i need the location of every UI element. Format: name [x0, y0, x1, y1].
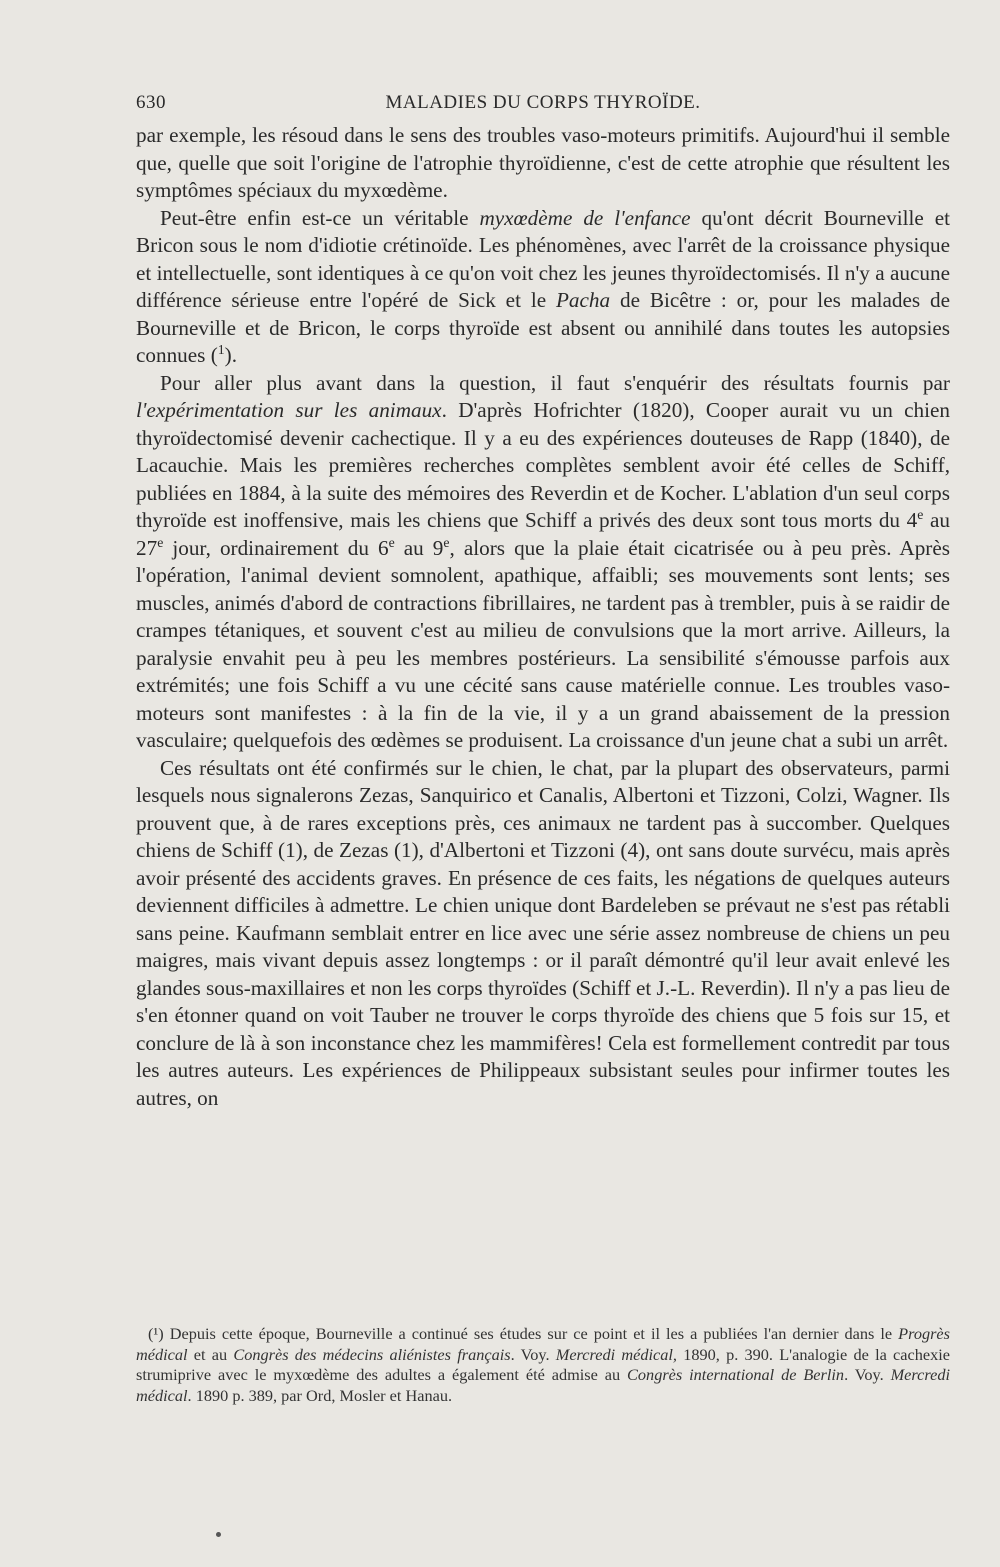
- text-run: . D'après Hofrichter (1820), Cooper aurait vu un chien thyroïdectomisé devenir cachectique. Il y a eu des expériences douteuses de Rapp (1840), de Lacauchie. Mais les premières recherches complètes semblent avoir été celles de Schiff, publiées en 1884, à la suite des mémoires des Reverdin et de Kocher. L'ablation d'un seul corps thyroïde est inoffensive, mais les chiens que Schiff a privés des deux sont tous morts du 4: [136, 398, 951, 532]
- italic-term: Mercredi médical: [136, 1365, 950, 1405]
- page-header: [136, 92, 950, 118]
- italic-term: Congrès international de Berlin: [627, 1365, 845, 1385]
- ordinal-suffix: e: [917, 506, 924, 522]
- footnote-marker: (¹): [148, 1324, 164, 1343]
- italic-term: Congrès des médecins aliénistes français: [233, 1344, 511, 1364]
- ordinal-suffix: e: [443, 534, 450, 550]
- running-head: MALADIES DU CORPS THYROÏDE.: [385, 92, 701, 113]
- text-run: au 27: [136, 508, 950, 560]
- ordinal-suffix: e: [157, 534, 164, 550]
- ink-speck: [216, 1532, 221, 1537]
- italic-term: Pacha: [555, 288, 611, 312]
- body-text: [136, 122, 950, 1112]
- italic-term: l'expérimentation sur les animaux: [136, 398, 442, 422]
- text-run: ).: [224, 343, 238, 367]
- text-run: au 9: [394, 535, 444, 560]
- text-run: . 1890 p. 389, par Ord, Mosler et Hanau.: [187, 1385, 453, 1405]
- paragraph-2: [136, 205, 950, 370]
- footnotes: [136, 1324, 950, 1406]
- text-run: . Voy.: [510, 1344, 556, 1364]
- ordinal-suffix: e: [388, 534, 395, 550]
- paragraph-1: par exemple, les résoud dans le sens des troubles vaso-moteurs primitifs. Aujourd'hui il semble que, quelle que soit l'origine de l'atrophie thyroïdienne, c'est de cette atrophie que résultent les symptômes spéciaux du myxœdème.: [136, 123, 950, 202]
- page-number: 630: [136, 92, 166, 113]
- text-run: Pour aller plus avant dans la question, il faut s'enquérir des résultats fournis par: [160, 370, 950, 395]
- text-run: 1890, p. 390. L'analogie de la cachexie strumiprive avec le myxœdème des adultes a également été admise au: [136, 1344, 950, 1385]
- text-run: jour, ordinairement du 6: [163, 535, 389, 560]
- text-run: Depuis cette époque, Bourneville a continué ses études sur ce point et il les a publiées l'an dernier dans le: [163, 1324, 899, 1343]
- footnote-ref: 1: [217, 341, 225, 357]
- text-run: de Bicêtre : or, pour les malades de Bourneville et de Bricon, le corps thyroïde est absent ou annihilé dans toutes les autopsies connues (: [136, 288, 950, 367]
- text-run: qu'ont décrit Bourneville et Bricon sous le nom d'idiotie crétinoïde. Les phénomènes, avec l'arrêt de la croissance physique et intellectuelle, sont identiques à ce qu'on voit chez les jeunes thyroïdectomisés. Il n'y a aucune différence sérieuse entre l'opéré de Sick et le: [136, 205, 950, 312]
- text-run: . Voy.: [844, 1365, 891, 1385]
- footnote-1: [136, 1324, 950, 1406]
- italic-term: myxœdème de l'enfance: [479, 205, 691, 230]
- text-run: et au: [187, 1344, 234, 1364]
- italic-term: Mercredi médical,: [555, 1344, 677, 1364]
- italic-term: Progrès médical: [136, 1324, 950, 1364]
- paragraph-3: [136, 370, 950, 755]
- text-run: , alors que la plaie était cicatrisée ou à peu près. Après l'opération, l'animal devient somnolent, apathique, affaibli; ses mouvements sont lents; ses muscles, animés d'abord de contractions fibrillaires, ne tardent pas à trembler, puis à se raidir de crampes tétaniques, et souvent c'est au milieu de convulsions que la mort arrive. Ailleurs, la paralysie envahit peu à peu les membres postérieurs. La sensibilité s'émousse parfois aux extrémités; une fois Schiff a vu une cécité sans cause matérielle connue. Les troubles vaso-moteurs sont manifestes : à la fin de la vie, il y a un grand abaissement de la pression vasculaire; quelquefois des œdèmes se produisent. La croissance d'un jeune chat a subi un arrêt.: [136, 535, 951, 752]
- paragraph-4: Ces résultats ont été confirmés sur le chien, le chat, par la plupart des observateurs, parmi lesquels nous signalerons Zezas, Sanquirico et Canalis, Albertoni et Tizzoni, Colzi, Wagner. Ils prouvent que, à de rares exceptions près, ces animaux ne tardent pas à succomber. Quelques chiens de Schiff (1), de Zezas (1), d'Albertoni et Tizzoni (4), ont sans doute survécu, mais après avoir présenté des accidents graves. En présence de ces faits, les négations de quelques auteurs deviennent difficiles à admettre. Le chien unique dont Bardeleben se prévaut ne s'est pas rétabli sans peine. Kaufmann semblait entrer en lice avec une série assez nombreuse de chiens un peu maigres, mais vivant depuis assez longtemps : or il paraît démontré qu'il leur avait enlevé les glandes sous-maxillaires et non les corps thyroïdes (Schiff et J.-L. Reverdin). Il n'y a pas lieu de s'en étonner quand on voit Tauber ne trouver le corps thyroïde des chiens que 5 fois sur 15, et conclure de là à son inconstance chez les mammifères! Cela est formellement contredit par tous les autres auteurs. Les expériences de Philippeaux subsistant seules pour infirmer toutes les autres, on: [136, 755, 950, 1110]
- text-run: Peut-être enfin est-ce un véritable: [160, 205, 480, 230]
